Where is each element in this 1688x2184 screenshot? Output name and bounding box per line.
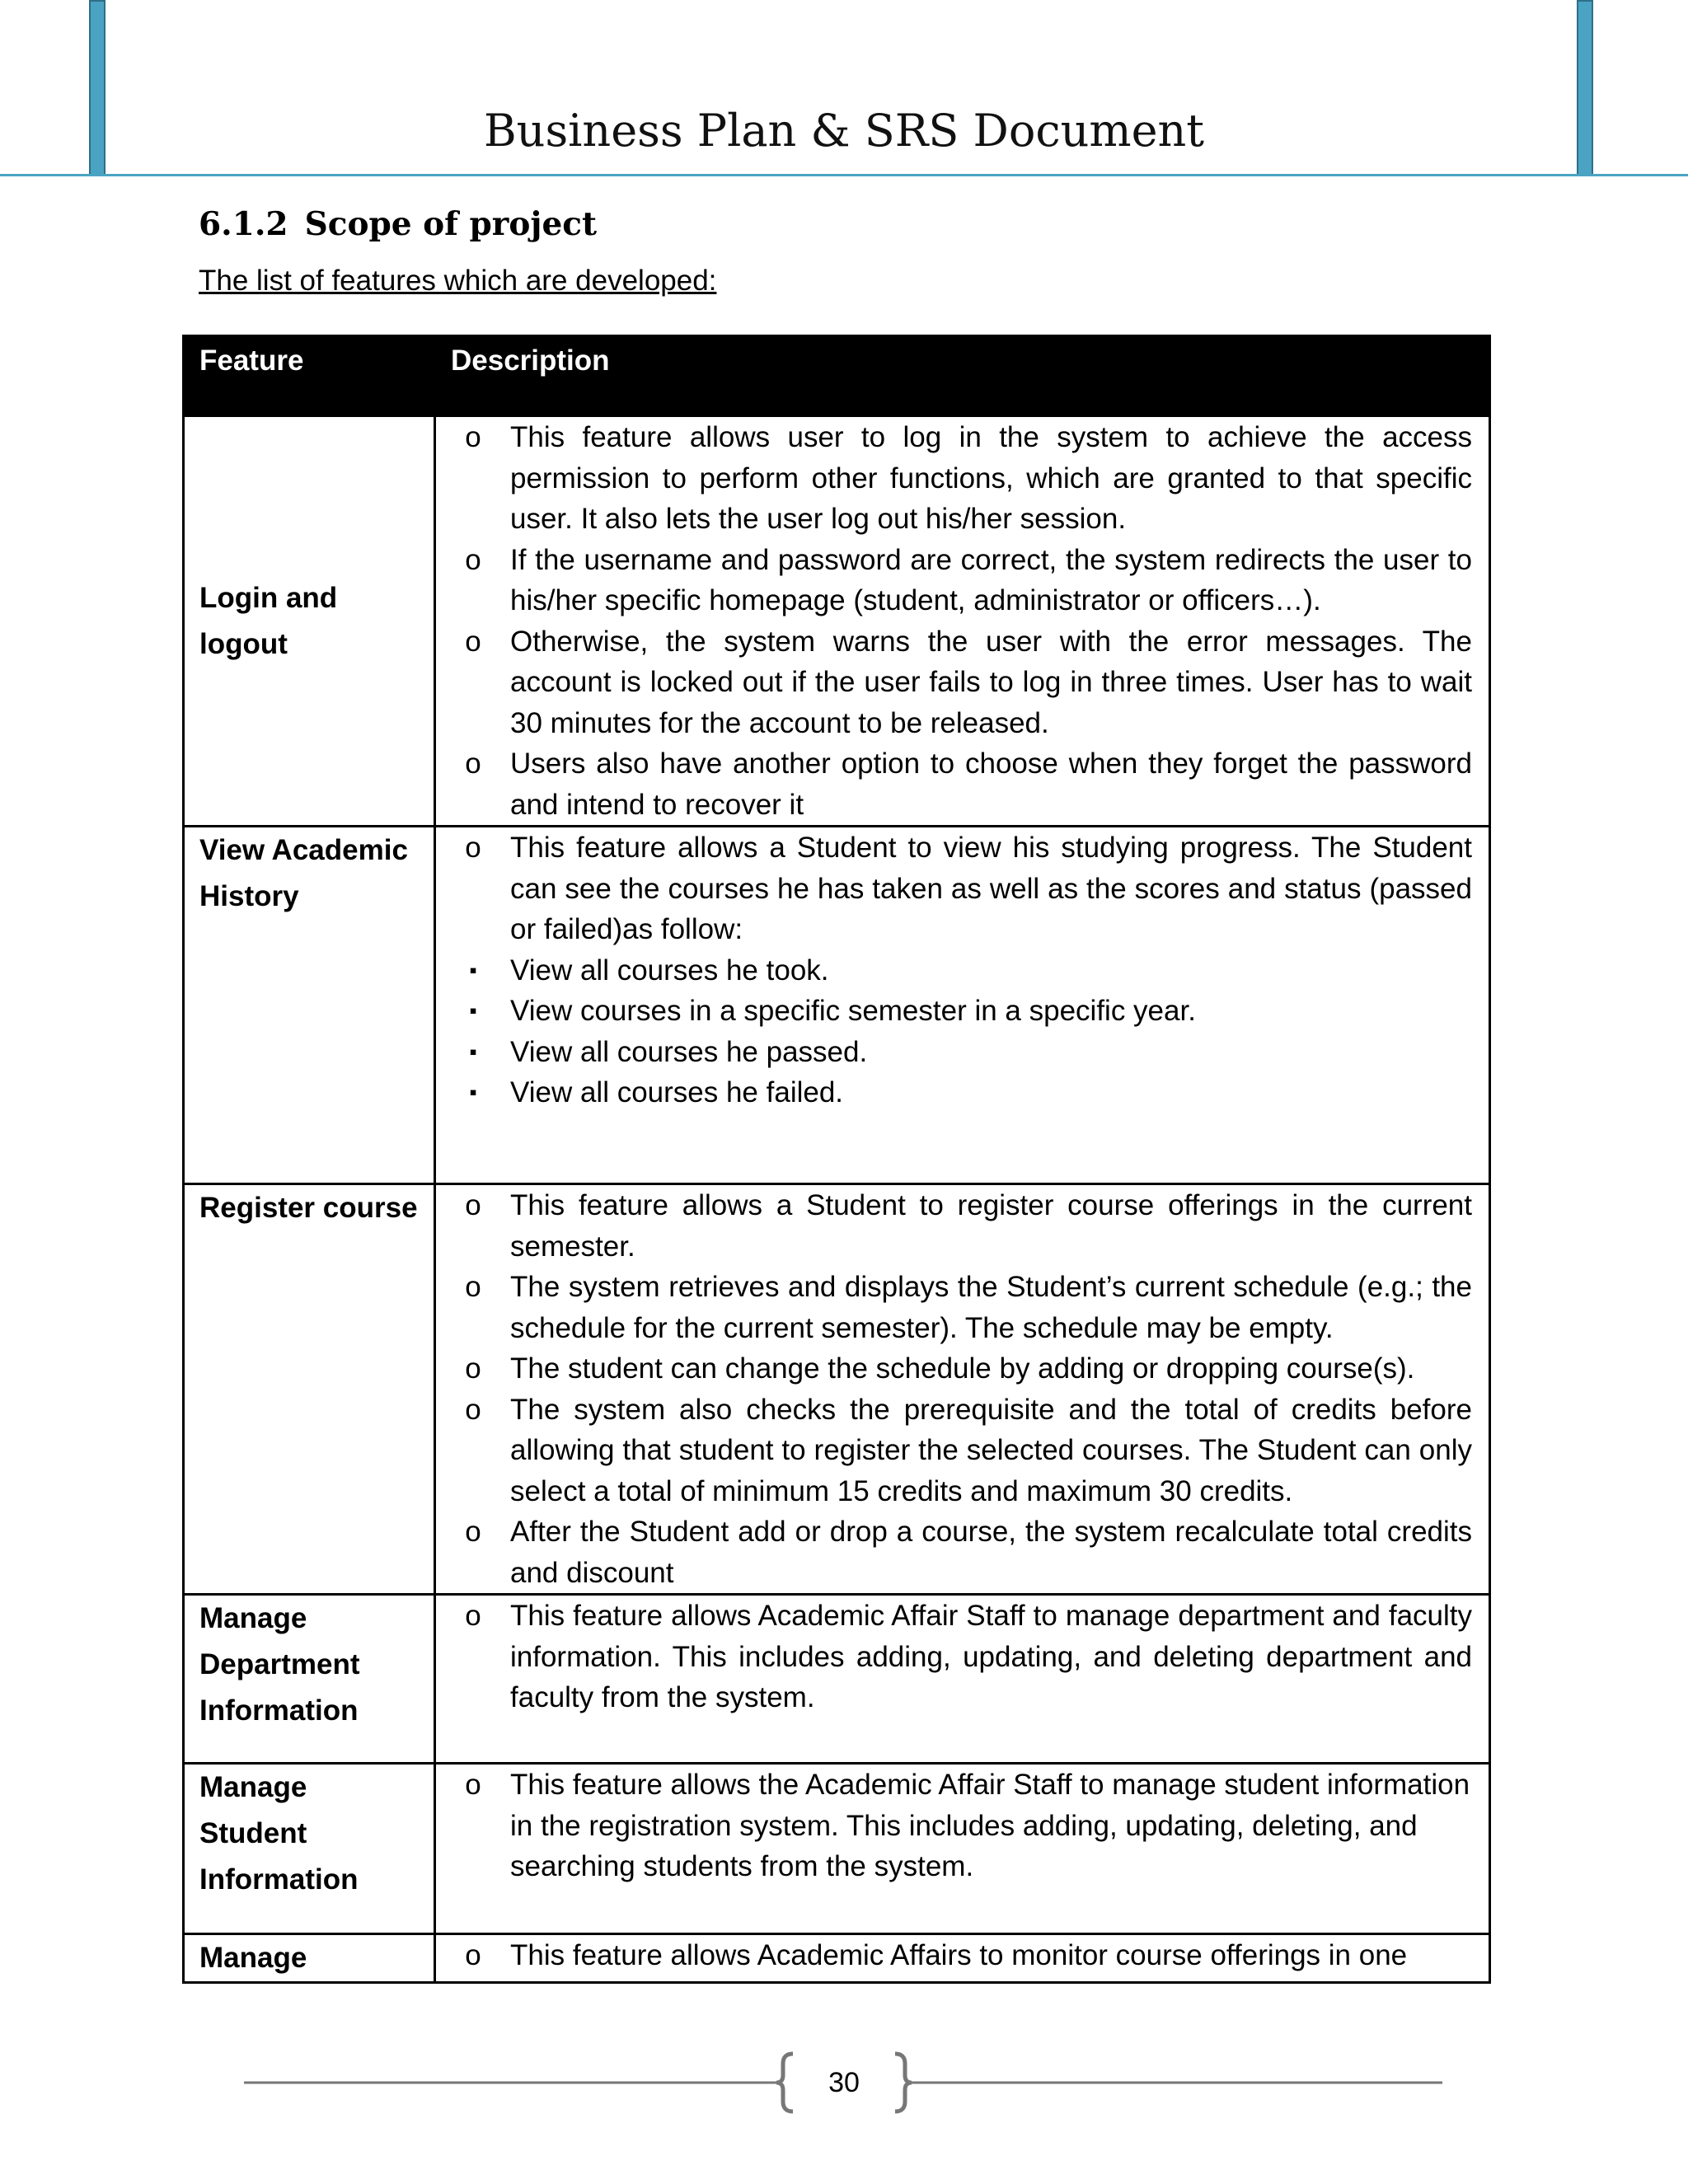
list-item [436,1390,1472,1512]
document-title: Business Plan & SRS Document [483,105,1205,157]
description-list [436,1185,1472,1593]
bullet-circle-icon: o [465,1189,481,1221]
list-item-text: View all courses he took. [510,954,829,987]
bullet-square-icon: ▪ [469,998,477,1023]
bullet-circle-icon: o [465,543,481,576]
list-item-text: This feature allows user to log in the system to achieve the access permission to perform other functions, which are granted to that specific user. It also lets the user log out his/her session. [510,421,1472,535]
list-item [436,1765,1472,1887]
table-row [184,416,1490,827]
table-row [184,1934,1490,1983]
list-item-text: This feature allows a Student to register course offerings in the current semester. [510,1189,1472,1263]
list-item [436,1072,1472,1113]
bullet-circle-icon: o [465,748,481,780]
list-item [436,621,1472,744]
feature-name: Manage Department Information [184,1595,435,1764]
feature-description [435,1595,1490,1764]
list-item [436,1596,1472,1718]
footer [0,2044,1688,2118]
list-item-text: This feature allows Academic Affair Staff to manage department and faculty information. This includes adding, updating, and deleting department and faculty from the system. [510,1600,1472,1713]
list-item-text: View all courses he failed. [510,1076,844,1108]
list-item-text: After the Student add or drop a course, the system recalculate total credits and discount [510,1516,1472,1589]
list-item-text: The system retrieves and displays the Student’s current schedule (e.g.; the schedule for the current semester). The schedule may be empty. [510,1271,1472,1344]
feature-description [435,416,1490,827]
feature-description [435,1184,1490,1595]
feature-description [435,827,1490,1184]
list-item-text: The student can change the schedule by adding or dropping course(s). [510,1352,1415,1385]
page-number: 30 [828,2067,860,2098]
list-item-text: Users also have another option to choose when they forget the password and intend to recover it [510,748,1472,821]
description-list [436,1596,1472,1718]
footer-right-brace-icon [895,2054,912,2111]
bullet-square-icon: ▪ [469,957,477,982]
list-item-text: The system also checks the prerequisite and the total of credits before allowing that student to register the selected courses. The Student can only select a total of minimum 15 credits and maximum 30 credits. [510,1393,1472,1507]
list-item [436,540,1472,621]
feature-description [435,1934,1490,1983]
list-item [436,743,1472,825]
list-item-text: If the username and password are correct, the system redirects the user to his/her specific homepage (student, administrator or officers…). [510,543,1472,616]
bullet-circle-icon: o [465,1271,481,1303]
features-table [182,335,1491,1984]
feature-description [435,1764,1490,1934]
feature-name: Manage [184,1934,435,1983]
bullet-circle-icon: o [465,1516,481,1548]
intro-text: The list of features which are developed: [199,265,717,297]
bullet-circle-icon: o [465,1352,481,1385]
list-item [436,827,1472,950]
header-divider [0,174,1688,176]
description-list [436,827,1472,1113]
list-item-text: View courses in a specific semester in a specific year. [510,995,1196,1027]
list-item-text: This feature allows Academic Affairs to monitor course offerings in one [510,1939,1408,1971]
section-number: 6.1.2 [199,205,288,243]
bullet-circle-icon: o [465,832,481,864]
section-title: Scope of project [304,205,598,243]
list-item [436,991,1472,1032]
list-item [436,950,1472,991]
list-item [436,1185,1472,1267]
list-item [436,1267,1472,1348]
list-item-text: This feature allows the Academic Affair Staff to manage student information in the registration system. This includes adding, updating, deleting, and searching students from the system. [510,1769,1470,1882]
footer-left-brace-icon [776,2054,793,2111]
bullet-circle-icon: o [465,421,481,453]
table-row [184,1764,1490,1934]
list-item-text: Otherwise, the system warns the user with the error messages. The account is locked out if the user fails to log in three times. User has to wait 30 minutes for the account to be released. [510,625,1472,739]
list-item-text: View all courses he passed. [510,1035,868,1068]
list-item [436,417,1472,540]
table-row [184,1595,1490,1764]
bullet-square-icon: ▪ [469,1038,477,1064]
section-heading [199,201,597,247]
list-item [436,1935,1472,1976]
feature-name: Manage Student Information [184,1764,435,1934]
list-item [436,1511,1472,1593]
bullet-circle-icon: o [465,625,481,658]
table-row [184,827,1490,1184]
table-row [184,1184,1490,1595]
bullet-square-icon: ▪ [469,1080,477,1104]
bullet-circle-icon: o [465,1393,481,1426]
bullet-circle-icon: o [465,1939,481,1971]
bullet-circle-icon: o [465,1600,481,1632]
list-item [436,1032,1472,1073]
feature-name: Login and logout [184,416,435,827]
feature-name: View Academic History [184,827,435,1184]
bullet-circle-icon: o [465,1769,481,1801]
description-list [436,417,1472,825]
column-header-description: Description [435,336,1490,416]
list-item-text: This feature allows a Student to view his studying progress. The Student can see the courses he has taken as well as the scores and status (passed or failed)as follow: [510,832,1472,945]
description-list [436,1935,1472,1976]
description-list [436,1765,1472,1887]
list-item [436,1348,1472,1390]
table-header-row [184,336,1490,416]
feature-name: Register course [184,1184,435,1595]
column-header-feature: Feature [184,336,435,416]
